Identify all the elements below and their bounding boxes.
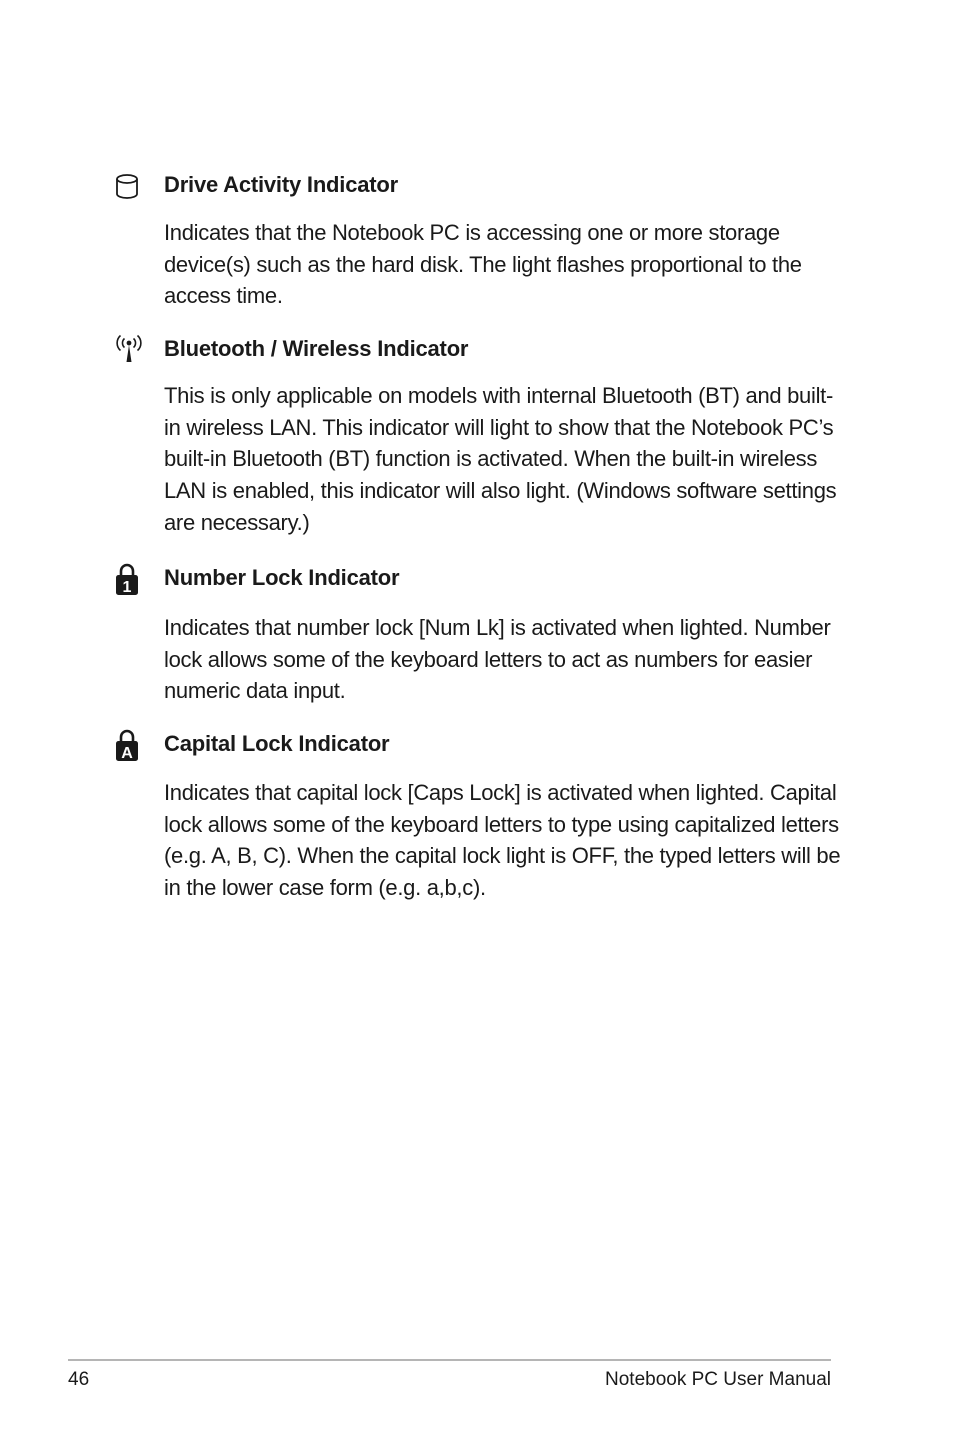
section-title: Bluetooth / Wireless Indicator <box>164 336 469 361</box>
footer-divider <box>68 1359 831 1361</box>
page-number: 46 <box>68 1369 90 1390</box>
number-lock-icon <box>114 562 142 594</box>
capital-lock-icon <box>114 728 142 760</box>
number-lock-glyph: 1 <box>122 579 132 596</box>
section-title: Number Lock Indicator <box>164 565 400 590</box>
section-body: Indicates that capital lock [Caps Lock] is activated when lighted. Capital lock allows some of the keyboard letters to type using capitalized letters (e.g. A, B, C). When the capital lock light is OFF, the typed letters will be in the lower case form (e.g. a,b,c). <box>164 780 841 901</box>
capital-lock-glyph: A <box>121 745 133 762</box>
section-body: Indicates that number lock [Num Lk] is activated when lighted. Number lock allows some of the keyboard letters to act as numbers for easier numeric data input. <box>164 615 831 704</box>
section-title: Drive Activity Indicator <box>164 172 399 197</box>
drive-activity-icon <box>114 172 142 204</box>
wireless-antenna-icon <box>114 334 142 366</box>
section-title: Capital Lock Indicator <box>164 731 390 756</box>
section-body: This is only applicable on models with internal Bluetooth (BT) and built-in wireless LAN. This indicator will light to show that the Notebook PC’s built-in Bluetooth (BT) function is activated. When the built-in wireless LAN is enabled, this indicator will also light. (Windows software settings are necessary.) <box>164 383 837 535</box>
manual-title: Notebook PC User Manual <box>605 1369 831 1390</box>
section-body: Indicates that the Notebook PC is accessing one or more storage device(s) such as the hard disk. The light flashes proportional to the access time. <box>164 220 802 309</box>
